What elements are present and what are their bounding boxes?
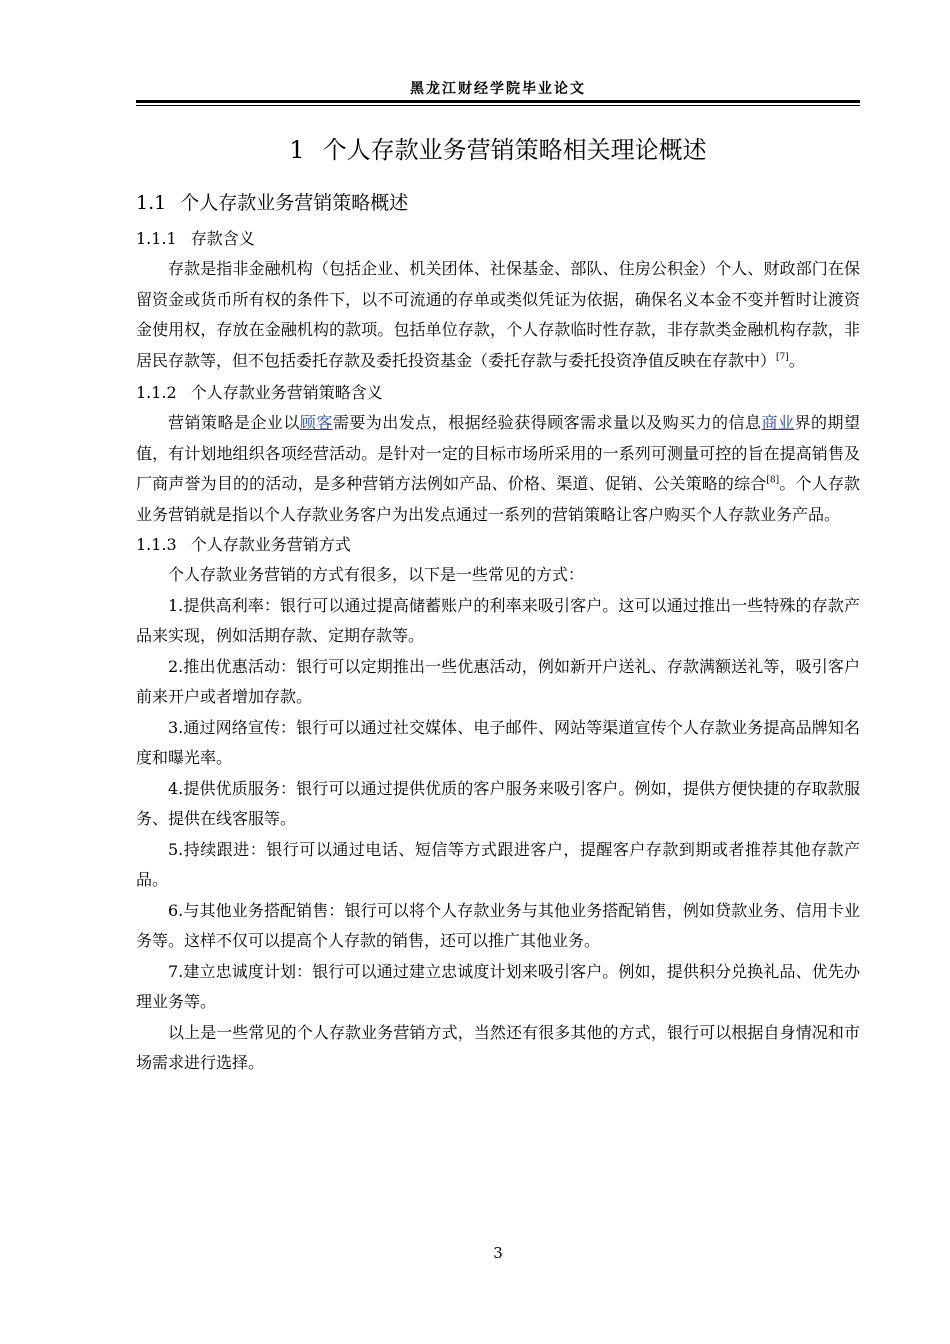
list-item: 1.提供高利率：银行可以通过提高储蓄账户的利率来吸引客户。这可以通过推出一些特殊的存款产品来实现，例如活期存款、定期存款等。 [136, 595, 860, 645]
citation: [8] [766, 475, 780, 486]
paragraph-text: 界的期望值，有计划地组织各项经营活动。是针对一定的目标市场所采用的一系列可测量可控的旨在提高销售及厂商声誉为目的的活动，是多种营销方法例如产品、价格、渠道、促销、公关策略的综合 [136, 413, 860, 493]
subsection-heading-1-1-2 [136, 378, 860, 408]
paragraph-text: 需要为出发点，根据经验获得顾客需求量以及购买力的信息 [332, 413, 762, 432]
running-header: 黑龙江财经学院毕业论文 [410, 81, 586, 97]
subsection-number: 1.1.1 [136, 229, 177, 248]
paragraph-text: 。个人存款业务营销就是指以个人存款业务客户为出发点通过一系列的营销策略让客户购买个人存款业务产品。 [136, 474, 860, 524]
subsection-title: 存款含义 [190, 229, 255, 248]
list-item: 3.通过网络宣传：银行可以通过社交媒体、电子邮件、网站等渠道宣传个人存款业务提高品牌知名度和曝光率。 [136, 717, 860, 767]
section-title: 个人存款业务营销策略概述 [180, 192, 409, 214]
paragraph-text: 存款是指非金融机构（包括企业、机关团体、社保基金、部队、住房公积金）个人、财政部门在保留资金或货币所有权的条件下，以不可流通的存单或类似凭证为依据，确保名义本金不变并暂时让渡资金使用权，存放在金融机构的款项。包括单位存款，个人存款临时性存款，非存款类金融机构存款，非居民存款等，但不包括委托存款及委托投资基金（委托存款与委托投资净值反映在存款中） [136, 259, 860, 370]
paragraph-conclusion: 以上是一些常见的个人存款业务营销方式，当然还有很多其他的方式，银行可以根据自身情况和市场需求进行选择。 [136, 1022, 860, 1072]
page-content [136, 130, 860, 1079]
subsection-title: 个人存款业务营销方式 [190, 535, 351, 554]
citation: [7] [776, 352, 789, 363]
list-item: 4.提供优质服务：银行可以通过提供优质的客户服务来吸引客户。例如，提供方便快捷的存取款服务、提供在线客服等。 [136, 778, 860, 828]
header-rule-thin [136, 105, 860, 106]
link-business[interactable]: 商业 [761, 413, 795, 432]
list-item: 2.推出优惠活动：银行可以定期推出一些优惠活动，例如新开户送礼、存款满额送礼等，吸引客户前来开户或者增加存款。 [136, 656, 860, 706]
subsection-number: 1.1.2 [136, 383, 177, 402]
paragraph-deposit-definition [136, 254, 860, 376]
paragraph-intro: 个人存款业务营销的方式有很多，以下是一些常见的方式： [168, 565, 585, 584]
subsection-heading-1-1-1 [136, 224, 860, 254]
chapter-title: 个人存款业务营销策略相关理论概述 [322, 136, 707, 164]
subsection-title: 个人存款业务营销策略含义 [190, 383, 383, 402]
list-item: 5.持续跟进：银行可以通过电话、短信等方式跟进客户，提醒客户存款到期或者推荐其他存款产品。 [136, 839, 860, 889]
chapter-heading [136, 130, 860, 170]
header-rule-thick [136, 100, 860, 103]
paragraph-end: 。 [788, 350, 805, 370]
section-heading-1-1 [136, 186, 860, 220]
section-number: 1.1 [136, 192, 167, 214]
subsection-heading-1-1-3 [136, 530, 860, 560]
link-customer[interactable]: 顾客 [299, 413, 333, 432]
chapter-number: 1 [289, 136, 305, 164]
list-item: 6.与其他业务搭配销售：银行可以将个人存款业务与其他业务搭配销售，例如贷款业务、信用卡业务等。这样不仅可以提高个人存款的销售，还可以推广其他业务。 [136, 900, 860, 950]
subsection-number: 1.1.3 [136, 535, 177, 554]
paragraph-marketing-strategy [136, 408, 860, 530]
list-item: 7.建立忠诚度计划：银行可以通过建立忠诚度计划来吸引客户。例如，提供积分兑换礼品、优先办理业务等。 [136, 961, 860, 1011]
page-number: 3 [493, 1244, 503, 1262]
paragraph-text: 营销策略是企业以 [168, 413, 300, 432]
